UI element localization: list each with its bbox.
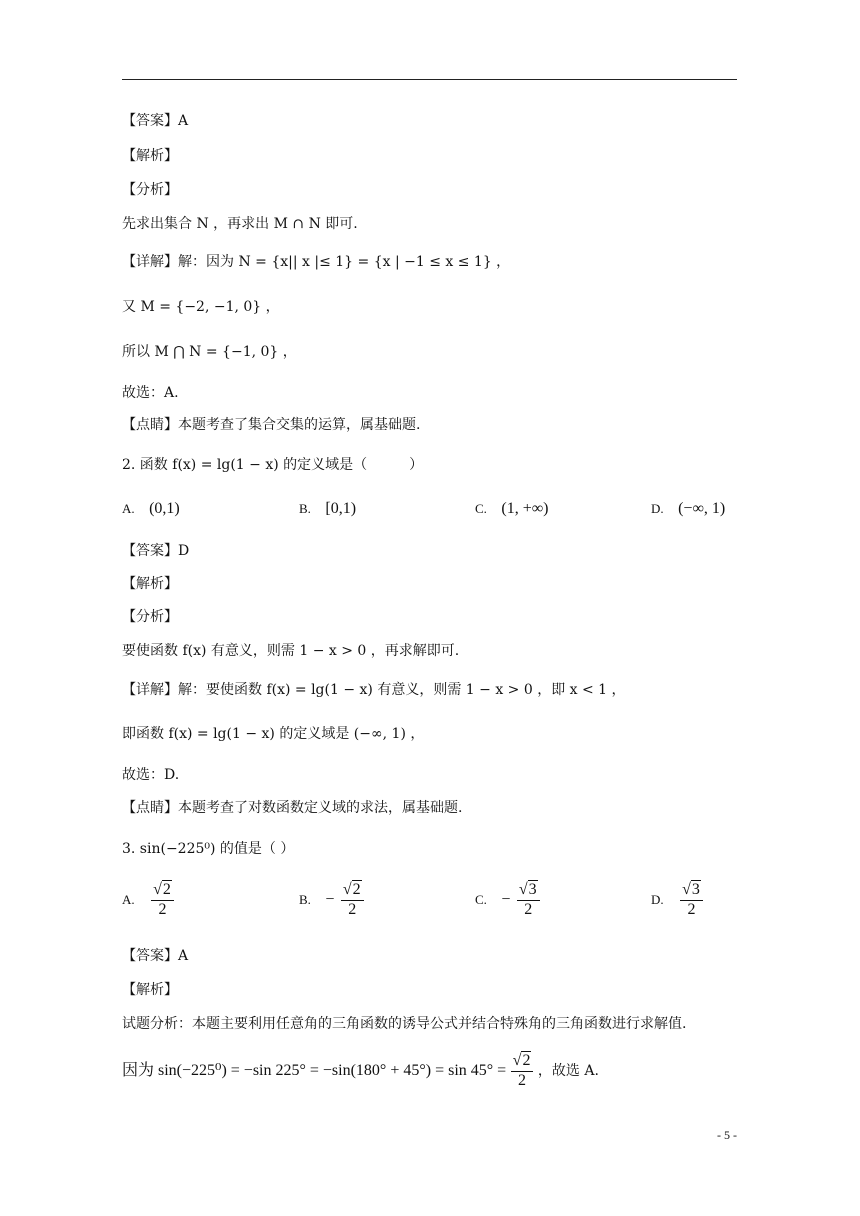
q2-intro: 要使函数 f(x) 有意义，则需 1 − x > 0 ，再求解即可. xyxy=(122,643,460,659)
q2-option-d xyxy=(651,500,725,518)
q2-stem: 2. 函数 f(x) = lg(1 − x) 的定义域是（ ） xyxy=(122,457,424,473)
q2-fenxi-heading: 【分析】 xyxy=(122,609,178,625)
header-rule xyxy=(122,79,737,80)
q3-option-d-radicand: 3 xyxy=(691,881,700,898)
q3-option-c xyxy=(475,881,540,919)
q3-option-c-letter: C. xyxy=(475,892,487,907)
q3-option-a-fraction: $\frac{√2}{2}$ xyxy=(151,881,174,919)
q3-option-c-radicand: 3 xyxy=(528,881,537,898)
q1-m-set: 又 M = {−2, −1, 0} ， xyxy=(122,299,280,315)
q1-choose: 故选：A. xyxy=(122,385,179,401)
q3-option-d-denominator: 2 xyxy=(687,901,696,918)
page-number: - 5 - xyxy=(717,1128,737,1142)
q3-option-d-letter: D. xyxy=(651,892,664,907)
q1-answer: 【答案】A xyxy=(122,113,189,129)
q3-option-b-sign: − xyxy=(325,891,335,908)
q3-option-d-fraction: $\frac{√3}{2}$ xyxy=(680,881,703,919)
q3-option-b xyxy=(299,881,364,919)
q3-option-a-denominator: 2 xyxy=(158,901,167,918)
q3-option-c-fraction: $\frac{√3}{2}$ xyxy=(517,881,540,919)
q2-answer: 【答案】D xyxy=(122,543,190,559)
q3-option-b-radicand: 2 xyxy=(352,881,361,898)
q3-stem: 3. sin(−225⁰) 的值是（ ） xyxy=(122,841,295,857)
q2-option-c-letter: C. xyxy=(475,501,487,516)
q3-option-b-letter: B. xyxy=(299,892,311,907)
q3-answer: 【答案】A xyxy=(122,948,189,964)
q2-option-a-letter: A. xyxy=(122,501,135,516)
q2-option-a xyxy=(122,500,180,518)
q2-detail: 【详解】解：要使函数 f(x) = lg(1 − x) 有意义，则需 1 − x > 0 ，即 x < 1 ， xyxy=(122,682,626,698)
q3-option-d xyxy=(651,881,703,919)
q2-choose: 故选：D. xyxy=(122,767,180,783)
q3-option-a-letter: A. xyxy=(122,892,135,907)
q3-option-c-denominator: 2 xyxy=(524,901,533,918)
q3-solution-suffix: ，故选 A. xyxy=(537,1063,599,1079)
q1-comment: 【点睛】本题考查了集合交集的运算，属基础题. xyxy=(122,417,421,433)
q2-domain: 即函数 f(x) = lg(1 − x) 的定义域是 (−∞, 1) ， xyxy=(122,726,425,742)
q2-option-a-text: (0,1) xyxy=(149,500,180,517)
q3-option-c-sign: − xyxy=(501,891,511,908)
q2-option-d-letter: D. xyxy=(651,501,664,516)
q3-option-b-denominator: 2 xyxy=(348,901,357,918)
q2-comment: 【点睛】本题考查了对数函数定义域的求法，属基础题. xyxy=(122,800,463,816)
q3-option-a xyxy=(122,881,174,919)
q1-detail: 【详解】解：因为 N = {x|| x |≤ 1} = {x | −1 ≤ x ≤ 1} ， xyxy=(122,254,511,270)
q2-analysis-heading: 【解析】 xyxy=(122,576,178,592)
q1-fenxi-heading: 【分析】 xyxy=(122,182,178,198)
q3-option-b-fraction: $\frac{√2}{2}$ xyxy=(341,881,364,919)
q1-intro: 先求出集合 N ，再求出 M ∩ N 即可. xyxy=(122,216,358,232)
q3-trial-analysis: 试题分析：本题主要利用任意角的三角函数的诱导公式并结合特殊角的三角函数进行求解值. xyxy=(122,1016,687,1032)
q3-option-a-radicand: 2 xyxy=(162,881,171,898)
q2-option-c-text: (1, +∞) xyxy=(501,500,549,517)
q3-analysis-heading: 【解析】 xyxy=(122,982,178,998)
q1-result: 所以 M ⋂ N = {−1, 0} ， xyxy=(122,344,297,360)
q3-solution xyxy=(122,1052,599,1090)
q3-solution-denominator: 2 xyxy=(518,1072,527,1089)
q2-option-b-letter: B. xyxy=(299,501,311,516)
q1-analysis-heading: 【解析】 xyxy=(122,148,178,164)
q2-option-d-text: (−∞, 1) xyxy=(678,500,726,517)
q2-option-b-text: [0,1) xyxy=(325,500,357,517)
q3-solution-fraction: $\frac{√2}{2}$ xyxy=(511,1052,534,1090)
q3-solution-radicand: 2 xyxy=(522,1052,531,1069)
q2-option-c xyxy=(475,500,548,518)
q2-option-b xyxy=(299,500,356,518)
q3-solution-prefix: 因为 sin(−225⁰) = −sin 225° = −sin(180° + 45°) = sin 45° = xyxy=(122,1062,507,1079)
